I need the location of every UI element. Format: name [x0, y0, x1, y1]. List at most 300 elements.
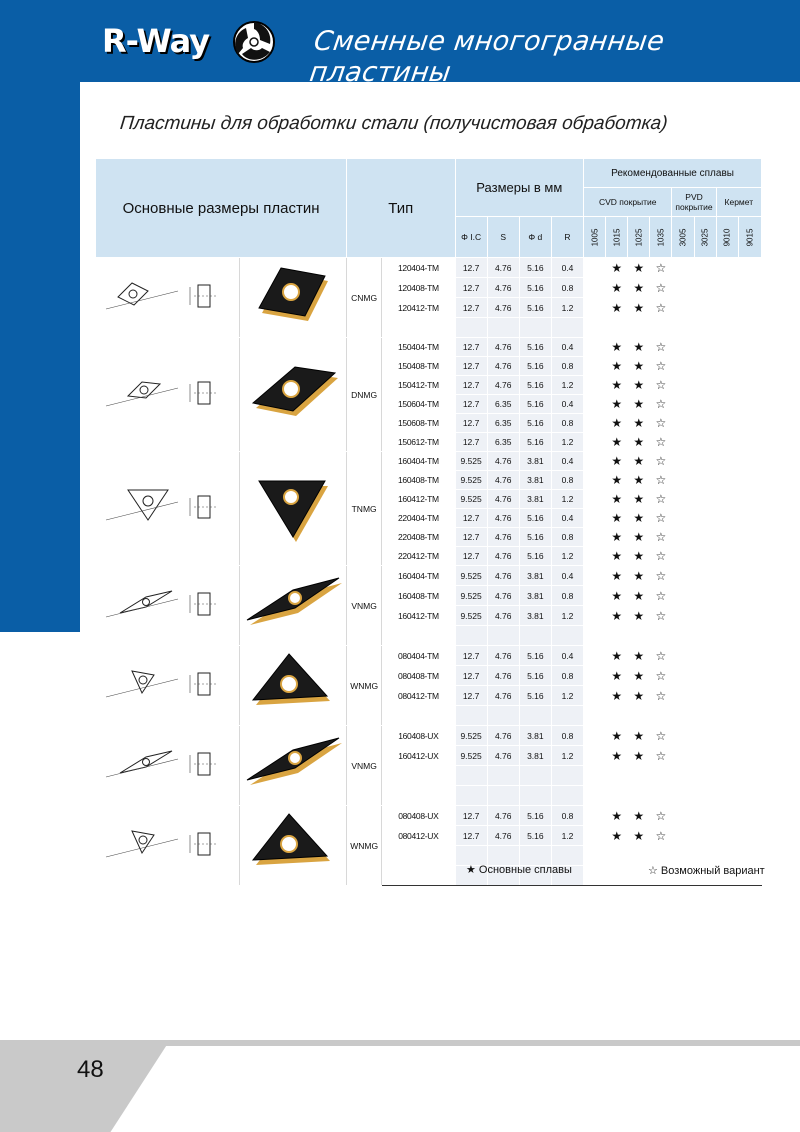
- star-filled-icon: ★: [606, 490, 628, 509]
- header-cvd: CVD покрытие: [584, 188, 672, 217]
- star-filled-icon: ★: [606, 471, 628, 490]
- dim-s: 4.76: [487, 726, 519, 746]
- dim-ic: 12.7: [455, 547, 487, 566]
- header-main-dimensions: Основные размеры пластин: [96, 159, 347, 258]
- empty-cell: [487, 318, 519, 338]
- alloy-cell: [738, 686, 761, 706]
- star-filled-icon: ★: [606, 395, 628, 414]
- star-filled-icon: ★: [628, 395, 650, 414]
- alloy-cell: [672, 666, 694, 686]
- empty-cell: [738, 626, 761, 646]
- insert-code: 160408-UX: [382, 726, 455, 746]
- dim-s: 4.76: [487, 806, 519, 826]
- star-filled-icon: ★: [606, 376, 628, 395]
- alloy-cell: [584, 490, 606, 509]
- table-row: [96, 338, 762, 357]
- dim-r: 1.2: [551, 686, 583, 706]
- empty-cell: [650, 846, 672, 866]
- star-outline-icon: ☆: [650, 686, 672, 706]
- star-outline-icon: ☆: [650, 666, 672, 686]
- header-dimensions: Размеры в мм: [455, 159, 584, 217]
- alloy-cell: [716, 298, 738, 318]
- empty-cell: [382, 626, 455, 646]
- empty-cell: [650, 318, 672, 338]
- dim-ic: 9.525: [455, 452, 487, 471]
- star-filled-icon: ★: [628, 452, 650, 471]
- dim-d: 3.81: [519, 726, 551, 746]
- insert-code: 160412-TM: [382, 606, 455, 626]
- dim-d: 5.16: [519, 646, 551, 666]
- empty-cell: [519, 786, 551, 806]
- empty-cell: [519, 706, 551, 726]
- dim-s: 4.76: [487, 606, 519, 626]
- insert-diagram-icon: [96, 566, 240, 646]
- alloy-cell: [694, 566, 716, 586]
- alloy-cell: [694, 258, 716, 278]
- empty-cell: [672, 626, 694, 646]
- insert-type: CNMG: [347, 258, 382, 338]
- star-filled-icon: ★: [606, 278, 628, 298]
- star-filled-icon: ★: [628, 547, 650, 566]
- alloy-cell: [584, 414, 606, 433]
- insert-code: 080408-UX: [382, 806, 455, 826]
- dim-s: 4.76: [487, 278, 519, 298]
- alloy-cell: [694, 395, 716, 414]
- empty-cell: [455, 626, 487, 646]
- header-pvd: PVD покрытие: [672, 188, 716, 217]
- alloy-cell: [694, 746, 716, 766]
- empty-cell: [551, 766, 583, 786]
- alloy-cell: [584, 376, 606, 395]
- alloy-cell: [738, 452, 761, 471]
- alloy-cell: [694, 686, 716, 706]
- empty-cell: [716, 766, 738, 786]
- insert-photo-icon: [239, 806, 346, 886]
- header-alloy-3005: 3005: [672, 217, 694, 258]
- alloy-cell: [738, 357, 761, 376]
- dim-ic: 9.525: [455, 566, 487, 586]
- star-outline-icon: ☆: [650, 509, 672, 528]
- alloy-cell: [716, 547, 738, 566]
- star-filled-icon: ★: [628, 490, 650, 509]
- star-filled-icon: ★: [606, 433, 628, 452]
- empty-cell: [628, 318, 650, 338]
- dim-s: 4.76: [487, 509, 519, 528]
- side-band: [0, 82, 80, 632]
- dim-ic: 12.7: [455, 258, 487, 278]
- alloy-cell: [694, 606, 716, 626]
- alloy-cell: [716, 338, 738, 357]
- header-alloy-9010: 9010: [716, 217, 738, 258]
- empty-cell: [606, 846, 628, 866]
- dim-d: 3.81: [519, 452, 551, 471]
- alloy-cell: [672, 806, 694, 826]
- star-filled-icon: ★: [606, 806, 628, 826]
- dim-d: 3.81: [519, 586, 551, 606]
- table-row: [96, 726, 762, 746]
- dim-ic: 9.525: [455, 746, 487, 766]
- star-outline-icon: ☆: [650, 298, 672, 318]
- alloy-cell: [584, 726, 606, 746]
- alloy-cell: [738, 528, 761, 547]
- insert-code: 150404-TM: [382, 338, 455, 357]
- alloy-cell: [738, 586, 761, 606]
- dim-r: 0.4: [551, 258, 583, 278]
- alloy-cell: [694, 338, 716, 357]
- empty-cell: [584, 766, 606, 786]
- alloy-cell: [694, 806, 716, 826]
- alloy-cell: [694, 509, 716, 528]
- dim-r: 0.8: [551, 357, 583, 376]
- alloy-cell: [672, 566, 694, 586]
- dim-ic: 9.525: [455, 490, 487, 509]
- header-dim-ic: Φ I.C: [455, 217, 487, 258]
- empty-cell: [455, 766, 487, 786]
- empty-cell: [694, 626, 716, 646]
- empty-cell: [551, 706, 583, 726]
- alloy-cell: [584, 686, 606, 706]
- alloy-cell: [694, 376, 716, 395]
- insert-code: 220412-TM: [382, 547, 455, 566]
- empty-cell: [628, 706, 650, 726]
- dim-d: 5.16: [519, 433, 551, 452]
- dim-s: 4.76: [487, 528, 519, 547]
- dim-ic: 12.7: [455, 278, 487, 298]
- insert-code: 120408-TM: [382, 278, 455, 298]
- dim-r: 0.8: [551, 726, 583, 746]
- star-filled-icon: ★: [628, 509, 650, 528]
- empty-cell: [382, 786, 455, 806]
- header-dim-r: R: [551, 217, 583, 258]
- insert-type: TNMG: [347, 452, 382, 566]
- empty-cell: [382, 866, 455, 886]
- alloy-cell: [716, 452, 738, 471]
- page-number: 48: [77, 1056, 104, 1083]
- dim-r: 1.2: [551, 490, 583, 509]
- star-filled-icon: ★: [628, 686, 650, 706]
- header-type: Тип: [347, 159, 455, 258]
- alloy-cell: [584, 826, 606, 846]
- alloy-cell: [672, 395, 694, 414]
- alloy-cell: [672, 338, 694, 357]
- dim-d: 5.16: [519, 528, 551, 547]
- dim-d: 5.16: [519, 395, 551, 414]
- dim-r: 0.8: [551, 414, 583, 433]
- insert-code: 150604-TM: [382, 395, 455, 414]
- empty-cell: [584, 318, 606, 338]
- dim-r: 1.2: [551, 826, 583, 846]
- alloy-cell: [584, 258, 606, 278]
- alloy-cell: [694, 298, 716, 318]
- dim-r: 0.8: [551, 471, 583, 490]
- dim-s: 4.76: [487, 298, 519, 318]
- insert-photo-icon: [239, 452, 346, 566]
- footer-tab: [0, 1040, 170, 1132]
- alloy-cell: [716, 357, 738, 376]
- empty-cell: [716, 786, 738, 806]
- alloy-cell: [738, 395, 761, 414]
- empty-cell: [672, 766, 694, 786]
- dim-r: 0.8: [551, 586, 583, 606]
- star-filled-icon: ★: [628, 278, 650, 298]
- alloy-cell: [716, 566, 738, 586]
- empty-cell: [455, 786, 487, 806]
- empty-cell: [672, 786, 694, 806]
- dim-ic: 12.7: [455, 338, 487, 357]
- insert-photo-icon: [239, 258, 346, 338]
- dim-ic: 12.7: [455, 806, 487, 826]
- dim-ic: 12.7: [455, 395, 487, 414]
- alloy-cell: [694, 547, 716, 566]
- table-row: [96, 646, 762, 666]
- alloy-cell: [584, 357, 606, 376]
- brand-mark-icon: [226, 14, 282, 70]
- alloy-cell: [694, 726, 716, 746]
- brand-logo: R-Way: [102, 22, 210, 60]
- star-filled-icon: ★: [606, 746, 628, 766]
- insert-diagram-icon: [96, 258, 240, 338]
- alloy-cell: [672, 414, 694, 433]
- dim-d: 3.81: [519, 490, 551, 509]
- dim-d: 5.16: [519, 357, 551, 376]
- section-title: Пластины для обработки стали (получистовая обработка): [118, 113, 669, 134]
- empty-cell: [551, 626, 583, 646]
- star-filled-icon: ★: [606, 826, 628, 846]
- alloy-cell: [584, 298, 606, 318]
- dim-s: 4.76: [487, 338, 519, 357]
- empty-cell: [606, 766, 628, 786]
- dim-s: 4.76: [487, 586, 519, 606]
- alloy-cell: [672, 646, 694, 666]
- empty-cell: [584, 706, 606, 726]
- alloy-cell: [672, 528, 694, 547]
- dim-d: 5.16: [519, 686, 551, 706]
- alloy-cell: [584, 433, 606, 452]
- alloy-cell: [672, 547, 694, 566]
- dim-s: 4.76: [487, 452, 519, 471]
- dim-s: 4.76: [487, 547, 519, 566]
- alloy-cell: [694, 490, 716, 509]
- dim-s: 6.35: [487, 414, 519, 433]
- dim-d: 3.81: [519, 471, 551, 490]
- empty-cell: [628, 786, 650, 806]
- header-alloy-3025: 3025: [694, 217, 716, 258]
- alloy-cell: [584, 278, 606, 298]
- insert-type: DNMG: [347, 338, 382, 452]
- star-filled-icon: ★: [628, 586, 650, 606]
- star-outline-icon: ☆: [650, 395, 672, 414]
- star-filled-icon: ★: [628, 566, 650, 586]
- alloy-cell: [694, 278, 716, 298]
- header-alloy-1035: 1035: [650, 217, 672, 258]
- alloy-cell: [738, 490, 761, 509]
- dim-r: 1.2: [551, 376, 583, 395]
- insert-code: 080404-TM: [382, 646, 455, 666]
- insert-code: 150412-TM: [382, 376, 455, 395]
- empty-cell: [694, 318, 716, 338]
- dim-s: 4.76: [487, 826, 519, 846]
- alloy-cell: [672, 726, 694, 746]
- star-filled-icon: ★: [606, 528, 628, 547]
- alloy-cell: [694, 357, 716, 376]
- header-title: Сменные многогранные пластины: [307, 26, 667, 88]
- table-row: [96, 258, 762, 278]
- star-filled-icon: ★: [628, 606, 650, 626]
- alloy-cell: [738, 433, 761, 452]
- dim-ic: 12.7: [455, 433, 487, 452]
- empty-cell: [650, 706, 672, 726]
- empty-cell: [672, 706, 694, 726]
- alloy-cell: [738, 646, 761, 666]
- insert-code: 160404-TM: [382, 566, 455, 586]
- star-outline-icon: ☆: [650, 357, 672, 376]
- alloy-cell: [716, 376, 738, 395]
- empty-cell: [519, 318, 551, 338]
- empty-cell: [519, 626, 551, 646]
- star-outline-icon: ☆: [650, 452, 672, 471]
- dim-d: 3.81: [519, 746, 551, 766]
- empty-cell: [455, 318, 487, 338]
- dim-d: 5.16: [519, 298, 551, 318]
- empty-cell: [650, 786, 672, 806]
- alloy-cell: [584, 547, 606, 566]
- star-filled-icon: ★: [628, 433, 650, 452]
- star-filled-icon: ★: [628, 298, 650, 318]
- dim-d: 5.16: [519, 414, 551, 433]
- dim-r: 0.4: [551, 452, 583, 471]
- empty-cell: [628, 866, 650, 886]
- star-filled-icon: ★: [606, 646, 628, 666]
- alloy-cell: [694, 414, 716, 433]
- insert-code: 160404-TM: [382, 452, 455, 471]
- insert-code: 220408-TM: [382, 528, 455, 547]
- alloy-cell: [716, 258, 738, 278]
- dim-ic: 9.525: [455, 726, 487, 746]
- insert-code: 080412-UX: [382, 826, 455, 846]
- header-alloy-1005: 1005: [584, 217, 606, 258]
- empty-cell: [650, 766, 672, 786]
- dim-r: 0.8: [551, 666, 583, 686]
- dim-r: 0.4: [551, 509, 583, 528]
- alloy-cell: [672, 606, 694, 626]
- alloy-cell: [738, 547, 761, 566]
- table-row: [96, 452, 762, 471]
- star-filled-icon: ★: [606, 298, 628, 318]
- alloy-cell: [672, 826, 694, 846]
- insert-diagram-icon: [96, 726, 240, 806]
- dim-s: 4.76: [487, 746, 519, 766]
- star-filled-icon: ★: [606, 726, 628, 746]
- star-outline-icon: ☆: [650, 726, 672, 746]
- star-filled-icon: ★: [606, 338, 628, 357]
- dim-r: 0.8: [551, 528, 583, 547]
- alloy-cell: [694, 452, 716, 471]
- insert-code: 160408-TM: [382, 471, 455, 490]
- dim-d: 3.81: [519, 606, 551, 626]
- empty-cell: [628, 846, 650, 866]
- alloy-cell: [672, 278, 694, 298]
- alloy-cell: [738, 278, 761, 298]
- insert-code: 150608-TM: [382, 414, 455, 433]
- star-filled-icon: ★: [628, 258, 650, 278]
- dim-s: 4.76: [487, 646, 519, 666]
- alloy-cell: [738, 746, 761, 766]
- star-filled-icon: ★: [606, 566, 628, 586]
- empty-cell: [382, 766, 455, 786]
- alloy-cell: [738, 726, 761, 746]
- dim-d: 5.16: [519, 509, 551, 528]
- alloy-cell: [738, 338, 761, 357]
- star-filled-icon: ★: [628, 357, 650, 376]
- alloy-cell: [672, 298, 694, 318]
- alloy-cell: [716, 646, 738, 666]
- alloy-cell: [694, 433, 716, 452]
- alloy-cell: [694, 471, 716, 490]
- empty-cell: [487, 786, 519, 806]
- empty-cell: [606, 786, 628, 806]
- alloy-cell: [672, 509, 694, 528]
- alloy-cell: [738, 258, 761, 278]
- alloy-cell: [584, 509, 606, 528]
- empty-cell: [628, 626, 650, 646]
- insert-code: 160412-TM: [382, 490, 455, 509]
- header-cermet: Кермет: [716, 188, 761, 217]
- empty-cell: [716, 706, 738, 726]
- dim-d: 5.16: [519, 258, 551, 278]
- star-outline-icon: ☆: [650, 433, 672, 452]
- alloy-cell: [584, 746, 606, 766]
- dim-s: 4.76: [487, 258, 519, 278]
- alloy-cell: [716, 471, 738, 490]
- alloy-cell: [584, 646, 606, 666]
- dim-d: 5.16: [519, 806, 551, 826]
- alloy-cell: [672, 746, 694, 766]
- insert-diagram-icon: [96, 452, 240, 566]
- alloy-cell: [694, 528, 716, 547]
- insert-code: 160412-UX: [382, 746, 455, 766]
- star-filled-icon: ★: [606, 509, 628, 528]
- alloy-cell: [738, 606, 761, 626]
- empty-cell: [694, 766, 716, 786]
- header-alloy-9015: 9015: [738, 217, 761, 258]
- empty-cell: [606, 866, 628, 886]
- star-outline-icon: ☆: [650, 826, 672, 846]
- alloy-cell: [716, 586, 738, 606]
- empty-cell: [519, 766, 551, 786]
- star-filled-icon: ★: [606, 686, 628, 706]
- dim-s: 4.76: [487, 357, 519, 376]
- dim-s: 4.76: [487, 471, 519, 490]
- alloy-cell: [584, 452, 606, 471]
- star-filled-icon: ★: [628, 376, 650, 395]
- insert-diagram-icon: [96, 338, 240, 452]
- dim-s: 4.76: [487, 490, 519, 509]
- empty-cell: [455, 706, 487, 726]
- alloy-cell: [716, 509, 738, 528]
- star-filled-icon: ★: [606, 666, 628, 686]
- alloy-cell: [716, 666, 738, 686]
- header-alloy-1025: 1025: [628, 217, 650, 258]
- empty-cell: [628, 766, 650, 786]
- star-filled-icon: ★: [606, 586, 628, 606]
- insert-code: 220404-TM: [382, 509, 455, 528]
- star-outline-icon: ☆: [650, 414, 672, 433]
- alloy-cell: [584, 586, 606, 606]
- dim-ic: 12.7: [455, 509, 487, 528]
- alloy-cell: [716, 746, 738, 766]
- alloy-cell: [584, 471, 606, 490]
- insert-code: 080412-TM: [382, 686, 455, 706]
